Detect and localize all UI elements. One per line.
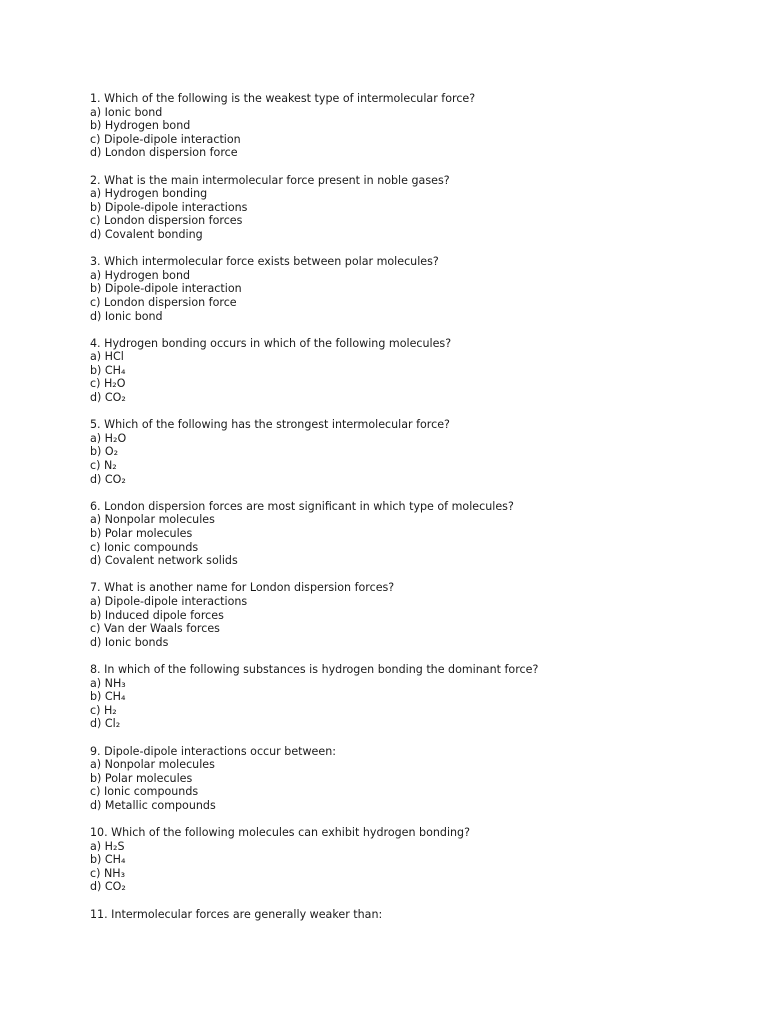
question-block <box>90 92 730 160</box>
question-block <box>90 500 730 568</box>
answer-option: b) CH₄ <box>90 853 126 867</box>
answer-option: a) Dipole-dipole interactions <box>90 594 248 608</box>
answer-option: a) Nonpolar molecules <box>90 758 215 772</box>
answer-option: a) H₂O <box>90 431 127 445</box>
question-stem: 4. Hydrogen bonding occurs in which of the following molecules? <box>90 336 452 350</box>
answer-option: d) Metallic compounds <box>90 798 216 812</box>
answer-option: d) London dispersion force <box>90 146 238 160</box>
question-block <box>90 663 730 731</box>
answer-option: a) Ionic bond <box>90 105 163 119</box>
question-block <box>90 745 730 813</box>
answer-option: c) H₂ <box>90 703 117 717</box>
question-stem: 3. Which intermolecular force exists between polar molecules? <box>90 255 439 269</box>
question-stem: 11. Intermolecular forces are generally weaker than: <box>90 907 383 921</box>
question-stem: 5. Which of the following has the strongest intermolecular force? <box>90 418 450 432</box>
answer-option: b) CH₄ <box>90 690 126 704</box>
answer-option: c) London dispersion forces <box>90 214 243 228</box>
question-block <box>90 418 730 486</box>
question-block <box>90 826 730 894</box>
answer-option: b) Dipole-dipole interactions <box>90 200 248 214</box>
answer-option: d) Covalent network solids <box>90 554 238 568</box>
question-block <box>90 581 730 649</box>
answer-option: b) Induced dipole forces <box>90 608 224 622</box>
question-stem: 7. What is another name for London dispersion forces? <box>90 581 395 595</box>
answer-option: d) CO₂ <box>90 472 126 486</box>
answer-option: c) Ionic compounds <box>90 540 199 554</box>
answer-option: d) Ionic bond <box>90 309 163 323</box>
quiz-question-list <box>90 92 730 935</box>
answer-option: b) CH₄ <box>90 363 126 377</box>
question-stem: 10. Which of the following molecules can exhibit hydrogen bonding? <box>90 826 470 840</box>
question-stem: 6. London dispersion forces are most significant in which type of molecules? <box>90 499 514 513</box>
question-stem: 2. What is the main intermolecular force present in noble gases? <box>90 173 450 187</box>
question-block <box>90 337 730 405</box>
question-block <box>90 908 730 922</box>
answer-option: c) London dispersion force <box>90 295 237 309</box>
question-stem: 9. Dipole-dipole interactions occur between: <box>90 744 336 758</box>
answer-option: a) NH₃ <box>90 676 126 690</box>
question-block <box>90 255 730 323</box>
answer-option: c) NH₃ <box>90 866 126 880</box>
answer-option: d) CO₂ <box>90 391 126 405</box>
answer-option: d) Covalent bonding <box>90 227 203 241</box>
answer-option: c) H₂O <box>90 377 126 391</box>
answer-option: a) HCl <box>90 350 124 364</box>
answer-option: b) Polar molecules <box>90 527 193 540</box>
answer-option: b) Hydrogen bond <box>90 119 191 133</box>
question-block <box>90 174 730 242</box>
question-stem: 1. Which of the following is the weakest type of intermolecular force? <box>90 92 476 105</box>
answer-option: a) Hydrogen bond <box>90 268 191 282</box>
answer-option: d) Cl₂ <box>90 717 121 731</box>
answer-option: a) H₂S <box>90 839 125 853</box>
answer-option: a) Hydrogen bonding <box>90 187 208 201</box>
answer-option: b) Dipole-dipole interaction <box>90 282 242 296</box>
answer-option: b) Polar molecules <box>90 771 193 785</box>
answer-option: d) CO₂ <box>90 880 126 894</box>
answer-option: c) Ionic compounds <box>90 785 199 799</box>
answer-option: c) Dipole-dipole interaction <box>90 132 241 146</box>
answer-option: d) Ionic bonds <box>90 635 169 649</box>
answer-option: c) Van der Waals forces <box>90 622 220 636</box>
answer-option: c) N₂ <box>90 459 117 473</box>
answer-option: a) Nonpolar molecules <box>90 513 215 527</box>
question-stem: 8. In which of the following substances is hydrogen bonding the dominant force? <box>90 662 539 676</box>
answer-option: b) O₂ <box>90 445 119 459</box>
